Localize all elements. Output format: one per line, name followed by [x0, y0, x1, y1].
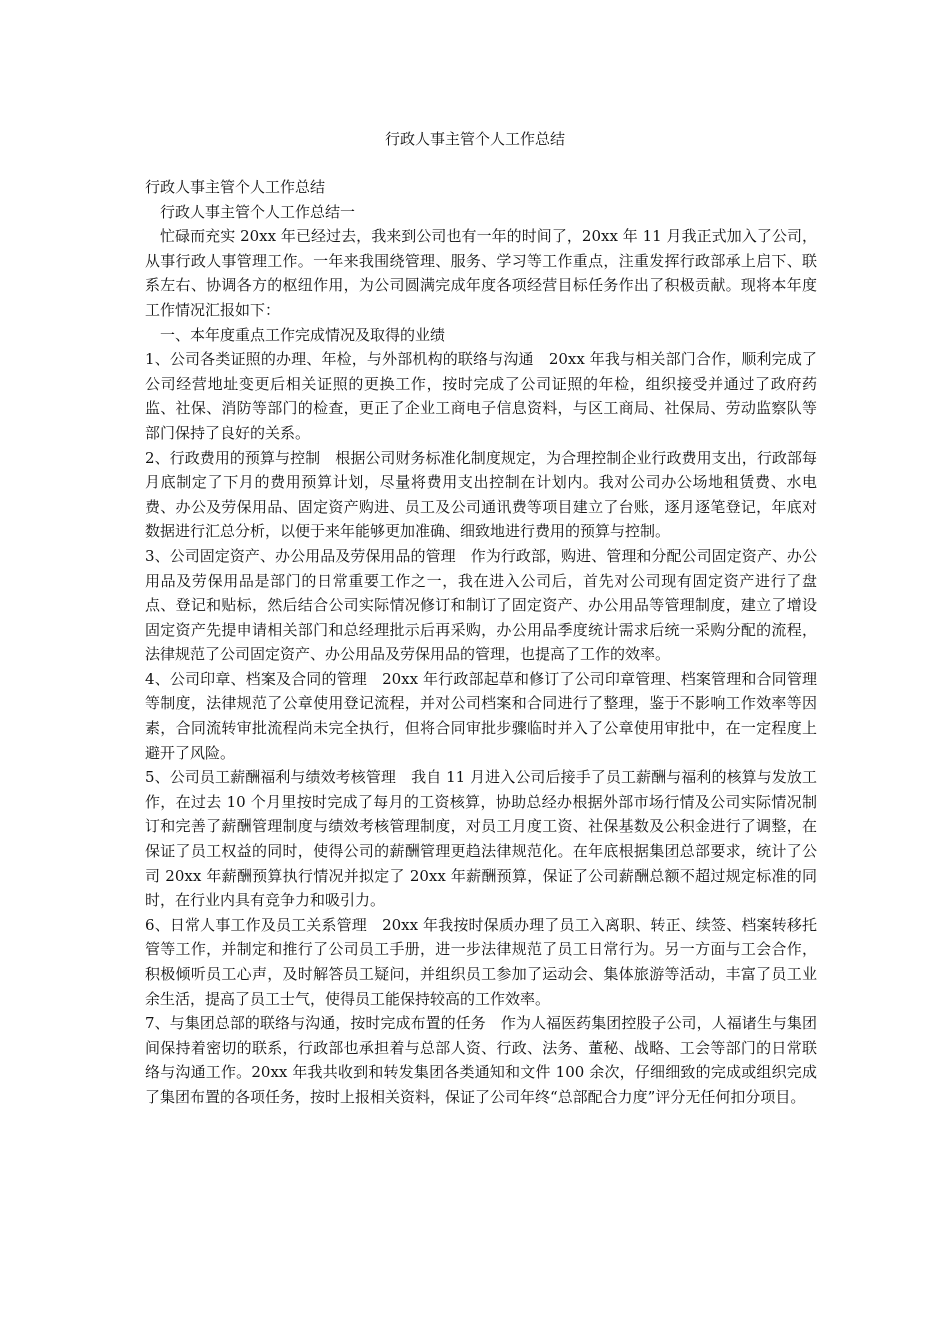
document-subtitle: 行政人事主管个人工作总结 — [145, 178, 326, 196]
list-item: 7、与集团总部的联络与沟通，按时完成布置的任务 作为人福医药集团控股子公司，人福诸生与集团间保持着密切的联系，行政部也承担着与总部人资、行政、法务、董秘、战略、工会等部门的日常联络与沟通工作。20xx 年我共收到和转发集团各类通知和文件 100 余次，仔细细致的完成或组织完成了集团布置的各项任务，按时上报相关资料，保证了公司年终“总部配合力度”评分无任何扣分项目。 — [145, 1014, 817, 1106]
list-item: 5、公司员工薪酬福利与绩效考核管理 我自 11 月进入公司后接手了员工薪酬与福利的核算与发放工作，在过去 10 个月里按时完成了每月的工资核算，协助总经办根据外部市场行情及公司实际情况制订和完善了薪酬管理制度与绩效考核管理制度，对员工月度工资、社保基数及公积金进行了调整，在保证了员工权益的同时，使得公司的薪酬管理更趋法律规范化。在年底根据集团总部要求，统计了公司 20xx 年薪酬预算执行情况并拟定了 20xx 年薪酬预算，保证了公司薪酬总额不超过规定标准的同时，在行业内具有竞争力和吸引力。 — [145, 768, 817, 910]
section-title: 行政人事主管个人工作总结一 — [160, 202, 356, 221]
list-item: 6、日常人事工作及员工关系管理 20xx 年我按时保质办理了员工入离职、转正、续签、档案转移托管等工作，并制定和推行了公司员工手册，进一步法律规范了员工日常行为。另一方面与工会合作，积极倾听员工心声，及时解答员工疑问，并组织员工参加了运动会、集体旅游等活动，丰富了员工业余生活，提高了员工士气，使得员工能保持较高的工作效率。 — [145, 915, 817, 1008]
intro-paragraph: 忙碌而充实 20xx 年已经过去，我来到公司也有一年的时间了，20xx 年 11 月我正式加入了公司，从事行政人事管理工作。一年来我围绕管理、服务、学习等工作重点，注重发挥行政部承上启下、联系左右、协调各方的枢纽作用，为公司圆满完成年度各项经营目标任务作出了积极贡献。现将本年度工作情况汇报如下： — [145, 227, 817, 319]
list-item: 1、公司各类证照的办理、年检，与外部机构的联络与沟通 20xx 年我与相关部门合作，顺利完成了公司经营地址变更后相关证照的更换工作，按时完成了公司证照的年检，组织接受并通过了政府药监、社保、消防等部门的检查，更正了企业工商电子信息资料，与区工商局、社保局、劳动监察队等部门保持了良好的关系。 — [145, 350, 817, 442]
list-item: 4、公司印章、档案及合同的管理 20xx 年行政部起草和修订了公司印章管理、档案管理和合同管理等制度，法律规范了公章使用登记流程，并对公司档案和合同进行了整理，鉴于不影响工作效率等因素，合同流转审批流程尚未完全执行，但将合同审批步骤临时并入了公章使用审批中，在一定程度上避开了风险。 — [145, 669, 817, 762]
list-item: 2、行政费用的预算与控制 根据公司财务标准化制度规定，为合理控制企业行政费用支出，行政部每月底制定了下月的费用预算计划，尽量将费用支出控制在计划内。我对公司办公场地租赁费、水电费、办公及劳保用品、固定资产购进、员工及公司通讯费等项目建立了台账，逐月逐笔登记，年底对数据进行汇总分析，以便于来年能够更加准确、细致地进行费用的预算与控制。 — [145, 448, 817, 541]
heading-key-work: 一、本年度重点工作完成情况及取得的业绩 — [160, 325, 446, 344]
document-title: 行政人事主管个人工作总结 — [384, 130, 565, 148]
list-item: 3、公司固定资产、办公用品及劳保用品的管理 作为行政部，购进、管理和分配公司固定资产、办公用品及劳保用品是部门的日常重要工作之一，我在进入公司后，首先对公司现有固定资产进行了盘点、登记和贴标，然后结合公司实际情况修订和制订了固定资产、办公用品等管理制度，建立了增设固定资产先提申请相关部门和总经理批示后再采购，办公用品季度统计需求后统一采购分配的流程，法律规范了公司固定资产、办公用品及劳保用品的管理，也提高了工作的效率。 — [145, 546, 817, 664]
document-body — [145, 175, 817, 1110]
